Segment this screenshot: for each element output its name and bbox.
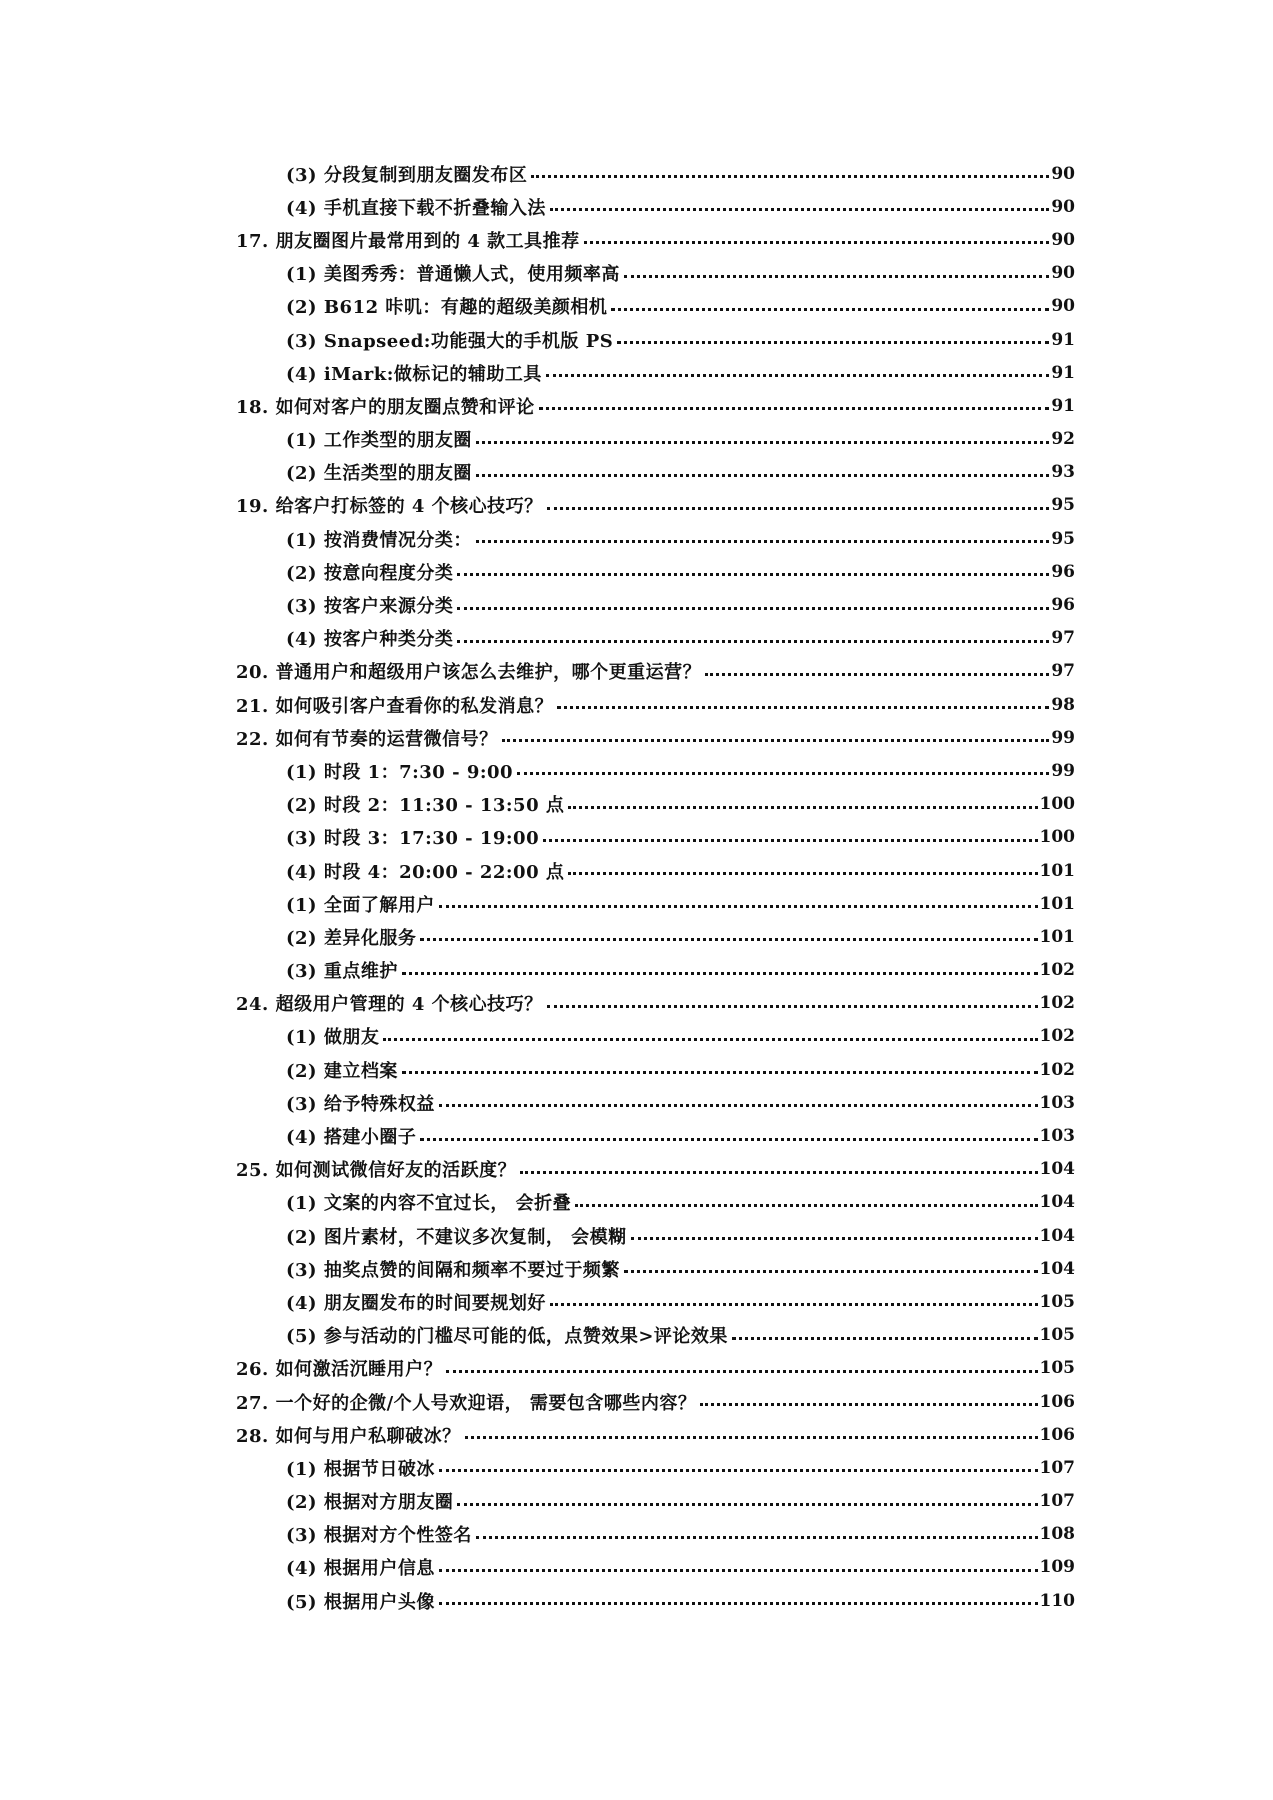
dot-leader bbox=[705, 673, 1049, 676]
toc-page-number: 105 bbox=[1039, 1358, 1075, 1379]
dot-leader bbox=[465, 1436, 1038, 1439]
dot-leader bbox=[611, 308, 1049, 311]
toc-entry[interactable] bbox=[0, 821, 1273, 854]
toc-entry-title: 18. 如何对客户的朋友圈点赞和评论 bbox=[236, 396, 535, 418]
dot-leader bbox=[439, 1469, 1038, 1472]
dot-leader bbox=[624, 275, 1050, 278]
toc-entry[interactable] bbox=[0, 257, 1273, 290]
toc-entry[interactable] bbox=[0, 1385, 1273, 1418]
toc-page-number: 90 bbox=[1051, 196, 1075, 217]
dot-leader bbox=[547, 1005, 1038, 1008]
toc-page-number: 99 bbox=[1051, 760, 1075, 781]
toc-entry-title: 17. 朋友圈图片最常用到的 4 款工具推荐 bbox=[236, 230, 580, 252]
dot-leader bbox=[439, 1104, 1038, 1107]
dot-leader bbox=[439, 1569, 1038, 1572]
toc-entry-title: (4) 按客户种类分类 bbox=[286, 629, 454, 651]
toc-page-number: 103 bbox=[1039, 1092, 1075, 1113]
toc-entry[interactable] bbox=[0, 655, 1273, 688]
toc-entry-title: 19. 给客户打标签的 4 个核心技巧？ bbox=[236, 496, 543, 518]
toc-page-number: 105 bbox=[1039, 1325, 1075, 1346]
dot-leader bbox=[539, 407, 1050, 410]
toc-entry[interactable] bbox=[0, 1451, 1273, 1484]
toc-entry[interactable] bbox=[0, 1352, 1273, 1385]
toc-entry[interactable] bbox=[0, 1020, 1273, 1053]
toc-page-number: 104 bbox=[1039, 1192, 1075, 1213]
toc-entry[interactable] bbox=[0, 1551, 1273, 1584]
dot-leader bbox=[550, 1303, 1038, 1306]
toc-page-number: 98 bbox=[1051, 694, 1075, 715]
toc-page-number: 106 bbox=[1039, 1424, 1075, 1445]
toc-page-number: 97 bbox=[1051, 628, 1075, 649]
dot-leader bbox=[543, 839, 1037, 842]
toc-page-number: 104 bbox=[1039, 1258, 1075, 1279]
toc-entry-title: (1) 文案的内容不宜过长， 会折叠 bbox=[286, 1193, 572, 1215]
toc-page-number: 90 bbox=[1051, 163, 1075, 184]
dot-leader bbox=[476, 474, 1050, 477]
toc-entry[interactable] bbox=[0, 489, 1273, 522]
toc-entry[interactable] bbox=[0, 688, 1273, 721]
toc-entry[interactable] bbox=[0, 1518, 1273, 1551]
toc-entry[interactable] bbox=[0, 555, 1273, 588]
toc-entry[interactable] bbox=[0, 389, 1273, 422]
dot-leader bbox=[402, 1071, 1038, 1074]
toc-page-number: 96 bbox=[1051, 595, 1075, 616]
toc-entry-title: 24. 超级用户管理的 4 个核心技巧？ bbox=[236, 994, 543, 1016]
dot-leader bbox=[617, 341, 1049, 344]
toc-entry-title: (3) 分段复制到朋友圈发布区 bbox=[286, 164, 528, 186]
toc-entry[interactable] bbox=[0, 721, 1273, 754]
toc-entry-title: 27. 一个好的企微/个人号欢迎语， 需要包含哪些内容？ bbox=[236, 1392, 697, 1414]
toc-page-number: 104 bbox=[1039, 1225, 1075, 1246]
toc-entry-title: 22. 如何有节奏的运营微信号？ bbox=[236, 728, 498, 750]
toc-entry-title: (2) 差异化服务 bbox=[286, 927, 417, 949]
toc-entry[interactable] bbox=[0, 1285, 1273, 1318]
toc-page-number: 104 bbox=[1039, 1159, 1075, 1180]
toc-entry-title: (1) 根据节日破冰 bbox=[286, 1458, 435, 1480]
toc-page-number: 99 bbox=[1051, 727, 1075, 748]
toc-entry-title: (1) 做朋友 bbox=[286, 1027, 380, 1049]
dot-leader bbox=[446, 1370, 1037, 1373]
toc-entry[interactable] bbox=[0, 1219, 1273, 1252]
toc-entry-title: 28. 如何与用户私聊破冰？ bbox=[236, 1425, 461, 1447]
toc-page-number: 90 bbox=[1051, 229, 1075, 250]
toc-entry[interactable] bbox=[0, 887, 1273, 920]
toc-page-number: 97 bbox=[1051, 661, 1075, 682]
toc-entry-title: 20. 普通用户和超级用户该怎么去维护，哪个更重运营？ bbox=[236, 662, 702, 684]
toc-entry-title: (3) 按客户来源分类 bbox=[286, 596, 454, 618]
toc-entry-title: (3) Snapseed:功能强大的手机版 PS bbox=[286, 330, 614, 352]
dot-leader bbox=[575, 1204, 1037, 1207]
toc-entry[interactable] bbox=[0, 1086, 1273, 1119]
toc-entry[interactable] bbox=[0, 1319, 1273, 1352]
toc-page-number: 102 bbox=[1039, 993, 1075, 1014]
toc-entry-title: (3) 时段 3：17:30 - 19:00 bbox=[286, 828, 540, 850]
toc-entry-title: (4) 根据用户信息 bbox=[286, 1558, 435, 1580]
toc-entry[interactable] bbox=[0, 1418, 1273, 1451]
dot-leader bbox=[550, 208, 1050, 211]
dot-leader bbox=[420, 1138, 1037, 1141]
dot-leader bbox=[624, 1270, 1038, 1273]
toc-entry[interactable] bbox=[0, 1252, 1273, 1285]
toc-page-number: 101 bbox=[1039, 860, 1075, 881]
toc-entry-title: (5) 根据用户头像 bbox=[286, 1591, 435, 1613]
toc-entry[interactable] bbox=[0, 588, 1273, 621]
toc-entry[interactable] bbox=[0, 522, 1273, 555]
toc-entry[interactable] bbox=[0, 223, 1273, 256]
dot-leader bbox=[547, 507, 1050, 510]
dot-leader bbox=[520, 1171, 1037, 1174]
dot-leader bbox=[439, 905, 1038, 908]
toc-entry-title: (2) 建立档案 bbox=[286, 1060, 398, 1082]
toc-entry-title: (1) 时段 1：7:30 - 9:00 bbox=[286, 761, 514, 783]
toc-entry-title: (5) 参与活动的门槛尽可能的低，点赞效果>评论效果 bbox=[286, 1326, 728, 1348]
toc-entry[interactable] bbox=[0, 788, 1273, 821]
toc-entry[interactable] bbox=[0, 423, 1273, 456]
toc-entry-title: (1) 按消费情况分类： bbox=[286, 529, 472, 551]
toc-entry-title: (3) 抽奖点赞的间隔和频率不要过于频繁 bbox=[286, 1259, 620, 1281]
toc-entry-title: (4) 手机直接下载不折叠输入法 bbox=[286, 197, 546, 219]
toc-entry-title: (2) 图片素材，不建议多次复制， 会模糊 bbox=[286, 1226, 627, 1248]
dot-leader bbox=[517, 772, 1049, 775]
toc-entry-title: (3) 给予特殊权益 bbox=[286, 1093, 435, 1115]
toc-entry-title: (3) 重点维护 bbox=[286, 961, 398, 983]
toc-entry-title: 26. 如何激活沉睡用户？ bbox=[236, 1359, 443, 1381]
toc-entry[interactable] bbox=[0, 290, 1273, 323]
toc-entry-title: (2) 按意向程度分类 bbox=[286, 562, 454, 584]
dot-leader bbox=[502, 739, 1050, 742]
toc-entry-title: (3) 根据对方个性签名 bbox=[286, 1525, 472, 1547]
toc-entry[interactable] bbox=[0, 1584, 1273, 1617]
toc-entry-title: (2) 根据对方朋友圈 bbox=[286, 1492, 454, 1514]
toc-entry[interactable] bbox=[0, 987, 1273, 1020]
dot-leader bbox=[476, 1536, 1038, 1539]
toc-page-number: 101 bbox=[1039, 893, 1075, 914]
toc-page-number: 107 bbox=[1039, 1457, 1075, 1478]
toc-entry-title: 25. 如何测试微信好友的活跃度？ bbox=[236, 1160, 517, 1182]
dot-leader bbox=[457, 640, 1049, 643]
dot-leader bbox=[439, 1602, 1038, 1605]
toc-page-number: 91 bbox=[1051, 329, 1075, 350]
dot-leader bbox=[631, 1237, 1038, 1240]
toc-entry-title: (1) 工作类型的朋友圈 bbox=[286, 430, 472, 452]
dot-leader bbox=[457, 573, 1049, 576]
toc-entry-title: (4) 搭建小圈子 bbox=[286, 1127, 417, 1149]
dot-leader bbox=[568, 806, 1037, 809]
toc-entry[interactable] bbox=[0, 1053, 1273, 1086]
toc-entry[interactable] bbox=[0, 622, 1273, 655]
dot-leader bbox=[546, 374, 1049, 377]
toc-page-number: 91 bbox=[1051, 395, 1075, 416]
toc-entry-title: (1) 美图秀秀：普通懒人式，使用频率高 bbox=[286, 264, 620, 286]
toc-page-number: 103 bbox=[1039, 1126, 1075, 1147]
dot-leader bbox=[700, 1403, 1037, 1406]
toc-page-number: 102 bbox=[1039, 960, 1075, 981]
dot-leader bbox=[476, 441, 1050, 444]
toc-entry[interactable] bbox=[0, 356, 1273, 389]
toc-entry[interactable] bbox=[0, 1119, 1273, 1152]
dot-leader bbox=[584, 241, 1050, 244]
dot-leader bbox=[568, 872, 1037, 875]
toc-entry[interactable] bbox=[0, 954, 1273, 987]
toc-entry[interactable] bbox=[0, 920, 1273, 953]
toc-page-number: 95 bbox=[1051, 528, 1075, 549]
toc-page-number: 107 bbox=[1039, 1491, 1075, 1512]
toc-entry-title: (2) 生活类型的朋友圈 bbox=[286, 463, 472, 485]
toc-entry[interactable] bbox=[0, 1186, 1273, 1219]
toc-entry[interactable] bbox=[0, 754, 1273, 787]
dot-leader bbox=[531, 175, 1049, 178]
toc-page-number: 100 bbox=[1039, 794, 1075, 815]
dot-leader bbox=[402, 972, 1038, 975]
dot-leader bbox=[457, 607, 1049, 610]
toc-page-number: 90 bbox=[1051, 296, 1075, 317]
toc-page-number: 93 bbox=[1051, 462, 1075, 483]
toc-page-number: 100 bbox=[1039, 827, 1075, 848]
toc-entry[interactable] bbox=[0, 1153, 1273, 1186]
toc-page-number: 106 bbox=[1039, 1391, 1075, 1412]
dot-leader bbox=[383, 1038, 1037, 1041]
toc-page-number: 92 bbox=[1051, 429, 1075, 450]
toc-entry[interactable] bbox=[0, 190, 1273, 223]
dot-leader bbox=[557, 706, 1049, 709]
toc-entry[interactable] bbox=[0, 1485, 1273, 1518]
toc-entry[interactable] bbox=[0, 157, 1273, 190]
toc-page-number: 102 bbox=[1039, 1026, 1075, 1047]
dot-leader bbox=[457, 1503, 1037, 1506]
toc-page-number: 105 bbox=[1039, 1291, 1075, 1312]
toc-entry-title: (4) 时段 4：20:00 - 22:00 点 bbox=[286, 861, 565, 883]
dot-leader bbox=[420, 938, 1037, 941]
toc-entry-title: (2) B612 咔叽：有趣的超级美颜相机 bbox=[286, 297, 608, 319]
toc-page-number: 101 bbox=[1039, 926, 1075, 947]
toc-page-number: 90 bbox=[1051, 263, 1075, 284]
toc-page-number: 95 bbox=[1051, 495, 1075, 516]
dot-leader bbox=[732, 1337, 1038, 1340]
table-of-contents bbox=[0, 157, 1273, 1617]
toc-entry-title: (4) 朋友圈发布的时间要规划好 bbox=[286, 1292, 546, 1314]
dot-leader bbox=[476, 540, 1050, 543]
toc-page-number: 91 bbox=[1051, 362, 1075, 383]
toc-entry-title: 21. 如何吸引客户查看你的私发消息？ bbox=[236, 695, 554, 717]
toc-entry-title: (1) 全面了解用户 bbox=[286, 894, 435, 916]
toc-entry[interactable] bbox=[0, 456, 1273, 489]
toc-page-number: 109 bbox=[1039, 1557, 1075, 1578]
toc-entry-title: (2) 时段 2：11:30 - 13:50 点 bbox=[286, 795, 565, 817]
toc-page-number: 96 bbox=[1051, 561, 1075, 582]
toc-entry[interactable] bbox=[0, 854, 1273, 887]
toc-entry[interactable] bbox=[0, 323, 1273, 356]
toc-entry-title: (4) iMark:做标记的辅助工具 bbox=[286, 363, 542, 385]
toc-page-number: 110 bbox=[1039, 1590, 1075, 1611]
toc-page-number: 108 bbox=[1039, 1524, 1075, 1545]
toc-page-number: 102 bbox=[1039, 1059, 1075, 1080]
